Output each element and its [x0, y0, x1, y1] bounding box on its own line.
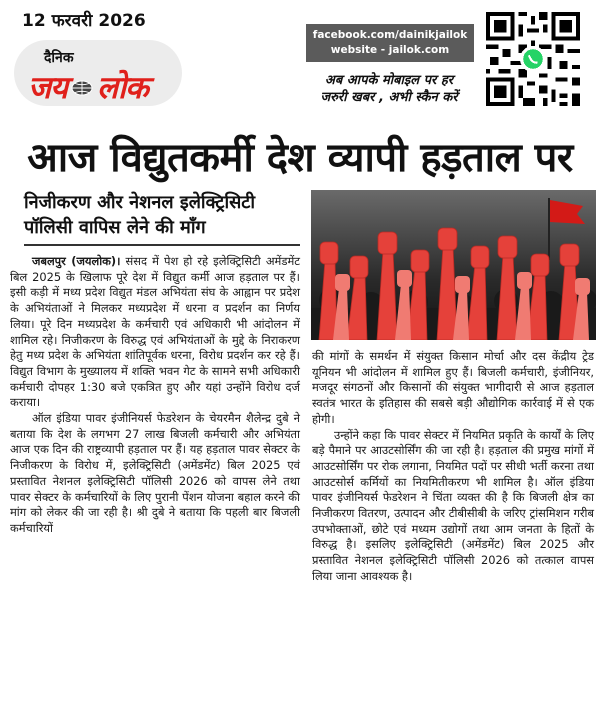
- scan-prompt-line1: अब आपके मोबाइल पर हर: [324, 73, 454, 88]
- logo-tagline: दैनिक: [44, 50, 74, 66]
- paragraph: ऑल इंडिया पावर इंजीनियर्स फेडरेशन के चेयरमैन शैलेन्द्र दुबे ने बताया कि देश के लगभग 27 लाख बिजली कर्मचारी और अभियंता आज एक दिन की राष्ट्रव्यापी हड़ताल पर हैं। यह हड़ताल पावर सेक्टर के निजीकरण के विरोध में, इलेक्ट्रिसिटी (अमेंडमेंट) बिल 2025 एवं प्रस्तावित नेशनल इलेक्ट्रिसिटी पॉलिसी 2026 को वापस लेने तथा पावर सेक्टर के कर्मचारियों के लिए पुरानी पेंशन योजना बहाल करने की मांग को लेकर की जा रही है। श्री दुबे ने बताया कि पहली बार बिजली कर्मचारियों: [10, 411, 300, 535]
- sub-headline: [24, 190, 302, 240]
- issue-date: 12 फरवरी 2026: [22, 11, 146, 31]
- dateline: जबलपुर (जयलोक)।: [32, 254, 121, 268]
- masthead: [0, 0, 600, 118]
- article-column-right: [312, 349, 594, 585]
- logo-word-lok: लोक: [96, 70, 148, 106]
- paragraph: की मांगों के समर्थन में संयुक्त किसान मोर्चा और दस केंद्रीय ट्रेड यूनियन भी आंदोलन में शामिल हुए हैं। बिजली कर्मचारी, इंजीनियर, मजदूर संगठनों और किसानों की संयुक्त भागीदारी से आज हड़ताल स्वतंत्र भारत के इतिहास की सबसे बड़ी औद्योगिक कार्रवाई में से एक होगी।: [312, 349, 594, 426]
- divider: [24, 244, 300, 246]
- paragraph: उन्होंने कहा कि पावर सेक्टर में नियमित प्रकृति के कार्यों के लिए बड़े पैमाने पर आउटसोर्सिंग की जा रही है। हड़ताल की प्रमुख मांगों में आउटसोर्सिंग पर रोक लगाना, नियमित पदों पर सीधी भर्ती करना तथा आउटसोर्स कर्मियों का नियमितीकरण भी शामिल है। ऑल इंडिया पावर इंजीनियर्स फेडरेशन ने चिंता व्यक्त की है कि बिजली क्षेत्र का निजीकरण वितरण, उत्पादन और टीबीसीबी के जरिए ट्रांसमिशन गरीब उपभोक्ताओं, छोटे एवं मध्यम उद्योगों तथा आम जनता के हितों के विरुद्ध है। इसलिए इलेक्ट्रिसिटी (अमेंडमेंट) बिल 2025 और प्रस्तावित नेशनल इलेक्ट्रिसिटी पॉलिसी 2026 को तत्काल वापस लिया जाना आवश्यक है।: [312, 427, 594, 583]
- sub-headline-line1: निजीकरण और नेशनल इलेक्ट्रिसिटी: [24, 192, 256, 213]
- facebook-link[interactable]: facebook.com/dainikjailok: [312, 29, 468, 41]
- qr-code-icon[interactable]: [482, 8, 584, 110]
- protest-photo: [311, 190, 596, 340]
- logo-word-jai: जय: [28, 70, 67, 106]
- paragraph: [10, 254, 300, 411]
- social-links-banner: [306, 24, 474, 62]
- scan-prompt: [300, 72, 478, 106]
- sub-headline-line2: पॉलिसी वापिस लेने की माँग: [24, 217, 206, 238]
- globe-icon: [71, 80, 93, 96]
- website-link[interactable]: website - jailok.com: [330, 44, 450, 56]
- newspaper-logo: [28, 66, 148, 108]
- paragraph-text: संसद में पेश हो रहे इलेक्ट्रिसिटी अमेंडमेंट बिल 2025 के खिलाफ पूरे देश में विद्युत कर्मी आज हड़ताल पर हैं। इसी कड़ी में मध्य प्रदेश विद्युत मंडल अभियंता संघ के आह्वान पर प्रदेश के अभियंताओं ने मिलकर मध्यप्रदेश में धरना व प्रदर्शन का निर्णय लिया। पूरे दिन मध्यप्रदेश के कर्मचारी एवं अधिकारी भी आंदोलन में शामिल रहे। निजीकरण के विरुद्ध एवं अभियंताओं के मुद्दे के निराकरण हेतु मध्य प्रदेश के अभियंता शांतिपूर्वक धरना, विरोध प्रदर्शन कर रहे हैं। विद्युत विभाग के मुख्यालय में शक्ति भवन गेट के सामने सभी अधिकारी कर्मचारी दोपहर 1:30 बजे एकत्रित हुए और यहां उन्होंने विरोध दर्ज कराया।: [10, 254, 300, 410]
- main-headline: आज विद्युतकर्मी देश व्यापी हड़ताल पर: [27, 135, 573, 181]
- scan-prompt-line2: जरुरी खबर , अभी स्कैन करें: [320, 90, 458, 105]
- article-column-left: [10, 254, 300, 537]
